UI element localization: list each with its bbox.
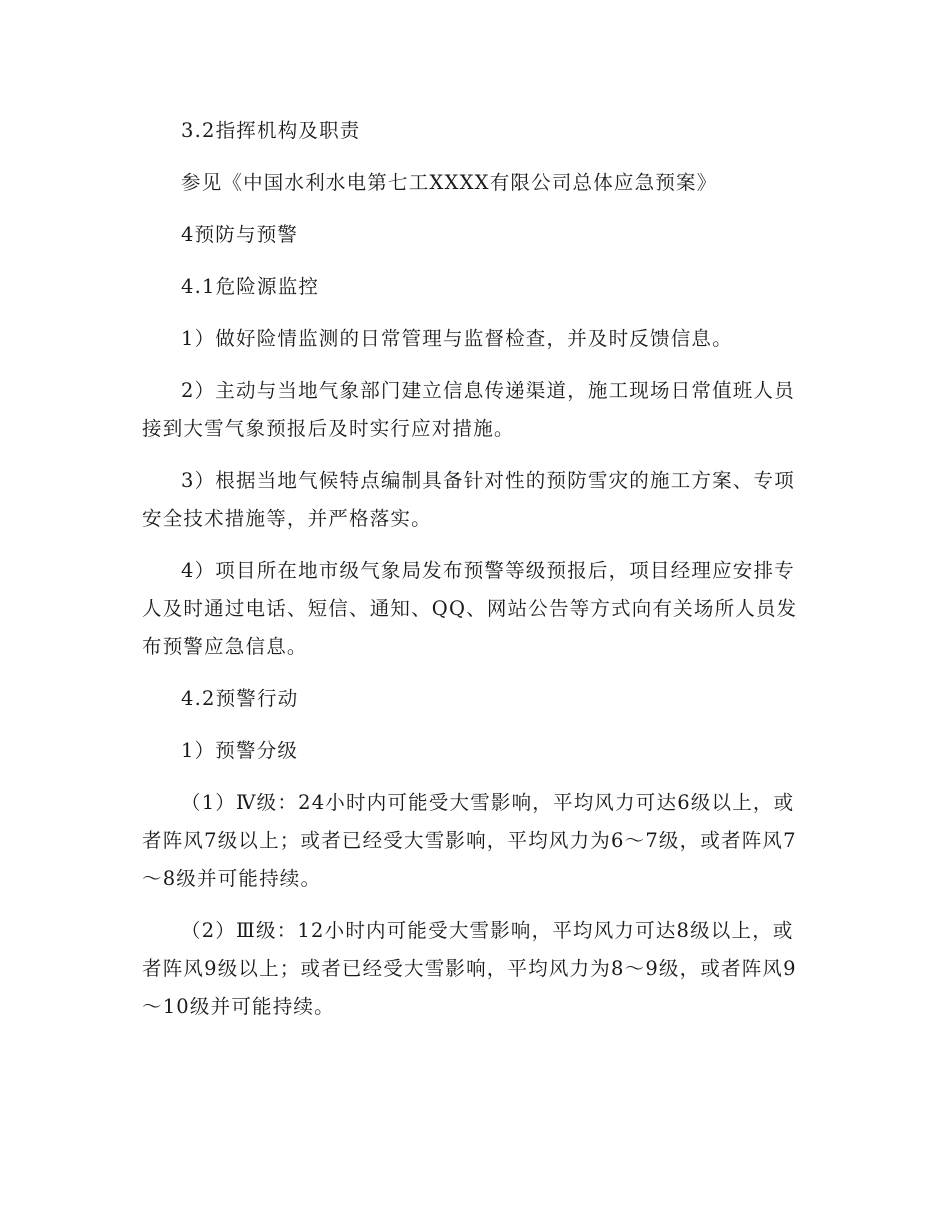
paragraph-level-iii: （2）Ⅲ级：12小时内可能受大雪影响，平均风力可达8级以上，或者阵风9级以上；或者已经受大雪影响，平均风力为8～9级，或者阵风9～10级并可能持续。 <box>142 919 797 1018</box>
subsection-heading-warning-levels: 1）预警分级 <box>181 739 299 762</box>
paragraph-level-iv: （1）Ⅳ级：24小时内可能受大雪影响，平均风力可达6级以上，或者阵风7级以上；或者已经受大雪影响，平均风力为6～7级，或者阵风7～8级并可能持续。 <box>142 791 797 890</box>
section-heading-4-2: 4.2预警行动 <box>181 687 299 710</box>
section-heading-4: 4预防与预警 <box>181 223 299 246</box>
section-heading-3-2: 3.2指挥机构及职责 <box>181 119 361 142</box>
reference-paragraph: 参见《中国水利水电第七工XXXX有限公司总体应急预案》 <box>181 171 718 194</box>
paragraph-item-2: 2）主动与当地气象部门建立信息传递渠道，施工现场日常值班人员接到大雪气象预报后及时实行应对措施。 <box>142 379 795 440</box>
section-heading-4-1: 4.1危险源监控 <box>181 275 320 298</box>
paragraph-item-1: 1）做好险情监测的日常管理与监督检查，并及时反馈信息。 <box>181 327 733 350</box>
document-body <box>142 112 810 1040</box>
paragraph-item-3: 3）根据当地气候特点编制具备针对性的预防雪灾的施工方案、专项安全技术措施等，并严格落实。 <box>142 469 795 530</box>
paragraph-item-4: 4）项目所在地市级气象局发布预警等级预报后，项目经理应安排专人及时通过电话、短信、通知、QQ、网站公告等方式向有关场所人员发布预警应急信息。 <box>142 559 798 658</box>
